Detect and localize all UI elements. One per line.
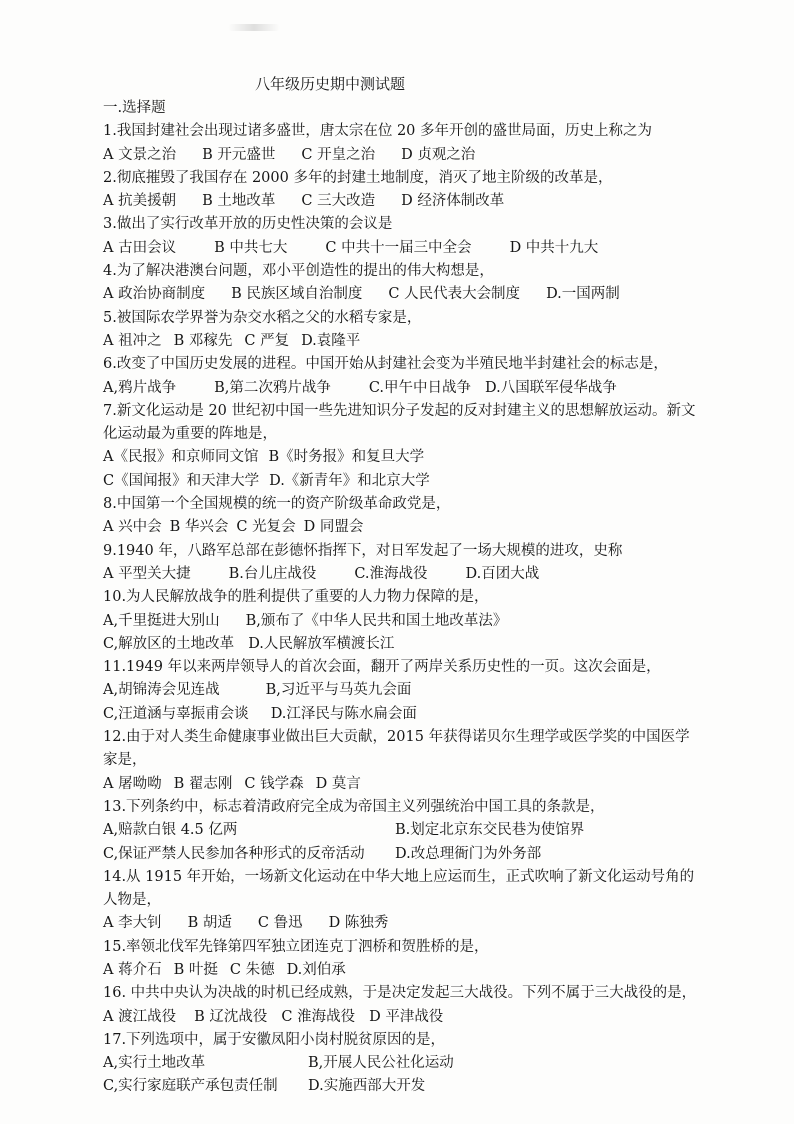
- question-stem: 3.做出了实行改革开放的历史性决策的会议是: [103, 216, 393, 233]
- question-stem: 14.从 1915 年开始，一场新文化运动在中华大地上应运而生，正式吹响了新文化运动号角的人物是，: [103, 868, 695, 909]
- answer-options: [103, 516, 703, 539]
- answer-options: [103, 377, 703, 400]
- option-b: B 辽沈战役: [194, 1008, 268, 1025]
- option-b: B 胡适: [187, 915, 232, 932]
- option-b: B 叶挺: [173, 961, 218, 978]
- option-c: C 中共十一届三中全会: [325, 239, 472, 256]
- option-d: D 中共十九大: [509, 239, 599, 256]
- answer-options: [103, 470, 703, 493]
- option-c: C,实行家庭联产承包责任制: [103, 1078, 278, 1095]
- option-c: C 三大改造: [301, 193, 376, 210]
- option-b: B 翟志刚: [173, 775, 233, 792]
- option-b: B,第二次鸦片战争: [214, 379, 331, 396]
- answer-options: [103, 283, 703, 306]
- question-17: [103, 1029, 703, 1099]
- option-c: C.甲午中日战争: [368, 379, 472, 396]
- question-10: [103, 586, 703, 656]
- answer-options: [103, 959, 703, 982]
- question-stem: 12.由于对人类生命健康事业做出巨大贡献，2015 年获得诺贝尔生理学或医学奖的中国医学家是，: [103, 729, 690, 769]
- question-14: [103, 866, 703, 936]
- option-c: C 钱学森: [244, 775, 304, 792]
- question-stem: 13.下列条约中，标志着清政府完全成为帝国主义列强统治中国工具的条款是，: [103, 798, 605, 815]
- option-b: B 邓稼先: [173, 332, 233, 349]
- option-b: B.划定北京东交民巷为使馆界: [395, 822, 585, 839]
- option-c: C,解放区的土地改革: [103, 635, 235, 652]
- question-stem: 7.新文化运动是 20 世纪初中国一些先进知识分子发起的反对封建主义的思想解放运动。新文化运动最为重要的阵地是，: [103, 402, 696, 443]
- option-a: A,赔款白银 4.5 亿两: [103, 822, 238, 839]
- option-c: C,保证严禁人民参加各种形式的反帝活动: [103, 845, 365, 862]
- option-c: C 光复会: [236, 519, 296, 536]
- exam-title: 八年级历史期中测试题: [255, 75, 406, 93]
- option-d: D 莫言: [315, 775, 361, 792]
- option-c: C,汪道涵与辜振甫会谈: [103, 705, 249, 722]
- option-b: B《时务报》和复旦大学: [268, 449, 425, 466]
- option-a: A,胡锦涛会见连战: [103, 682, 220, 699]
- scan-smudge: [228, 24, 280, 31]
- question-stem: 5.被国际农学界誉为杂交水稻之父的水稻专家是，: [103, 309, 422, 326]
- question-stem: 10.为人民解放战争的胜利提供了重要的人力物力保障的是，: [103, 589, 489, 606]
- option-d: D.实施西部大开发: [308, 1078, 426, 1095]
- option-a: A,鸦片战争: [103, 379, 177, 396]
- option-b: B 华兴会: [169, 519, 229, 536]
- option-d: D.改总理衙门为外务部: [395, 845, 542, 862]
- option-a: A 李大钊: [103, 915, 162, 932]
- option-c: C 鲁迅: [257, 915, 303, 932]
- option-d: D 平津战役: [369, 1008, 444, 1025]
- question-2: [103, 167, 703, 214]
- answer-options: [103, 1006, 703, 1029]
- option-b: B 中共七大: [214, 239, 288, 256]
- option-c: C《国闻报》和天津大学: [103, 472, 260, 489]
- option-d: D 陈独秀: [328, 915, 389, 932]
- answer-options: [103, 912, 703, 935]
- question-9: [103, 540, 703, 587]
- option-a: A,实行土地改革: [103, 1055, 206, 1072]
- option-a: A 渡江战役: [103, 1008, 177, 1025]
- option-a: A 兴中会: [103, 519, 162, 536]
- question-1: [103, 120, 703, 167]
- question-stem: 17.下列选项中，属于安徽凤阳小岗村脱贫原因的是，: [103, 1031, 446, 1048]
- option-c: C.淮海战役: [354, 565, 428, 582]
- answer-options: [103, 1052, 703, 1099]
- option-a: A 平型关大捷: [103, 565, 191, 582]
- option-d: D.一国两制: [546, 286, 620, 303]
- question-4: [103, 260, 703, 307]
- answer-options: [103, 330, 703, 353]
- answer-options: [103, 563, 703, 586]
- question-13: [103, 796, 703, 866]
- option-b: B 开元盛世: [202, 146, 276, 163]
- question-stem: 9.1940 年，八路军总部在彭德怀指挥下，对日军发起了一场大规模的进攻，史称: [103, 542, 623, 559]
- answer-options: [103, 633, 703, 656]
- option-a: A 政治协商制度: [103, 286, 206, 303]
- question-15: [103, 936, 703, 983]
- option-b: B,颁布了《中华人民共和国土地改革法》: [245, 612, 508, 629]
- option-d: D 同盟会: [303, 519, 364, 536]
- option-c: C 开皇之治: [301, 146, 376, 163]
- option-d: D.人民解放军横渡长江: [248, 635, 395, 652]
- answer-options: [103, 237, 703, 260]
- exam-content: [103, 73, 703, 1099]
- answer-options: [103, 144, 703, 167]
- answer-options: [103, 446, 703, 469]
- option-d: D.刘伯承: [286, 961, 346, 978]
- question-stem: 4.为了解决港澳台问题，邓小平创造性的提出的伟大构想是，: [103, 263, 494, 280]
- answer-options: [103, 819, 703, 866]
- option-c: C 朱德: [229, 961, 275, 978]
- option-b: B 民族区域自治制度: [231, 286, 363, 303]
- question-6: [103, 353, 703, 400]
- option-b: B.台儿庄战役: [228, 565, 317, 582]
- option-a: A 祖冲之: [103, 332, 162, 349]
- option-a: A 古田会议: [103, 239, 177, 256]
- question-5: [103, 307, 703, 354]
- question-stem: 16. 中共中央认为决战的时机已经成熟，于是决定发起三大战役。下列不属于三大战役的是，: [103, 985, 697, 1002]
- option-d: D.八国联军侵华战争: [485, 379, 617, 396]
- option-a: A 屠呦呦: [103, 775, 162, 792]
- option-d: D.百团大战: [465, 565, 540, 582]
- option-c: C 人民代表大会制度: [388, 286, 521, 303]
- question-stem: 1.我国封建社会出现过诸多盛世，唐太宗在位 20 多年开创的盛世局面，历史上称之为: [103, 123, 653, 140]
- question-7: [103, 400, 703, 493]
- question-16: [103, 982, 703, 1029]
- option-a: A 抗美援朝: [103, 193, 177, 210]
- option-b: B,习近平与马英九会面: [265, 682, 412, 699]
- option-c: C 严复: [244, 332, 290, 349]
- option-d: D 贞观之治: [401, 146, 476, 163]
- option-d: D.《新青年》和北京大学: [269, 472, 430, 489]
- option-a: A,千里挺进大别山: [103, 612, 220, 629]
- question-8: [103, 493, 703, 540]
- answer-options: [103, 703, 703, 726]
- option-b: B 土地改革: [202, 193, 276, 210]
- answer-options: [103, 679, 703, 702]
- question-12: [103, 726, 703, 796]
- option-c: C 淮海战役: [281, 1008, 356, 1025]
- answer-options: [103, 773, 703, 796]
- section-heading: 一.选择题: [103, 100, 166, 116]
- option-d: D 经济体制改革: [401, 193, 505, 210]
- option-d: D.江泽民与陈水扁会面: [270, 705, 417, 722]
- question-stem: 15.率领北伐军先锋第四军独立团连克丁泗桥和贺胜桥的是，: [103, 938, 489, 955]
- option-b: B,开展人民公社化运动: [308, 1055, 454, 1072]
- question-11: [103, 656, 703, 726]
- option-a: A《民报》和京师同文馆: [103, 449, 259, 466]
- option-a: A 蒋介石: [103, 961, 162, 978]
- question-3: [103, 213, 703, 260]
- option-a: A 文景之治: [103, 146, 177, 163]
- question-stem: 11.1949 年以来两岸领导人的首次会面，翻开了两岸关系历史性的一页。这次会面是，: [103, 659, 661, 676]
- option-d: D.袁隆平: [301, 332, 361, 349]
- question-stem: 8.中国第一个全国规模的统一的资产阶级革命政党是，: [103, 496, 451, 513]
- question-stem: 6.改变了中国历史发展的进程。中国开始从封建社会变为半殖民地半封建社会的标志是，: [103, 356, 668, 373]
- answer-options: [103, 190, 703, 213]
- question-stem: 2.彻底摧毁了我国存在 2000 多年的封建土地制度，消灭了地主阶级的改革是，: [103, 169, 613, 186]
- answer-options: [103, 610, 703, 633]
